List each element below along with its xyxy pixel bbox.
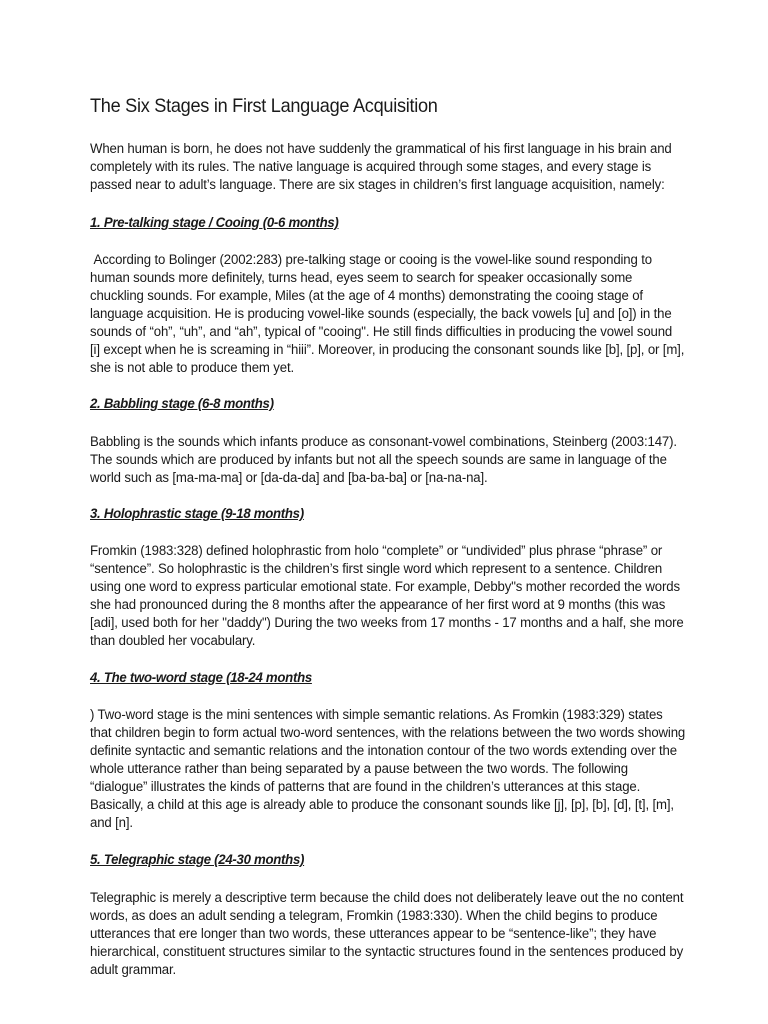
section-heading-two-word: 4. The two-word stage (18-24 months [90, 670, 312, 686]
section-heading-babbling: 2. Babbling stage (6-8 months) [90, 396, 274, 412]
section-heading-pre-talking: 1. Pre-talking stage / Cooing (0-6 months) [90, 215, 339, 231]
section-heading-holophrastic: 3. Holophrastic stage (9-18 months) [90, 506, 304, 522]
document-page [90, 94, 686, 979]
section-body-holophrastic: Fromkin (1983:328) defined holophrastic from holo “complete” or “undivided” plus phrase “phrase” or “sentence”. So holophrastic is the children’s first single word which represent to a sentence. Children using one word to express particular emotional state. For example, Debby"s mother recorded the words she had pronounced during the 8 months after the appearance of her first word at 9 months (this was [adi], used both for her "daddy") During the two weeks from 17 months - 17 months and a half, she more than doubled her vocabulary. [90, 543, 684, 649]
section-body-pre-talking: According to Bolinger (2002:283) pre-talking stage or cooing is the vowel-like sound responding to human sounds more definitely, turns head, eyes seem to search for speaker occasionally some chuckling sounds. For example, Miles (at the age of 4 months) demonstrating the cooing stage of language acquisition. He is producing vowel-like sounds (especially, the back vowels [u] and [o]) in the sounds of “oh”, “uh”, and “ah”, typical of "cooing". He still finds difficulties in producing the vowel sound [i] except when he is screaming in “hiii”. Moreover, in producing the consonant sounds like [b], [p], or [m], she is not able to produce them yet. [90, 252, 688, 376]
section-heading-telegraphic: 5. Telegraphic stage (24-30 months) [90, 852, 305, 868]
document-title: The Six Stages in First Language Acquisition [90, 95, 438, 117]
section-body-telegraphic: Telegraphic is merely a descriptive term because the child does not deliberately leave out the no content words, as does an adult sending a telegram, Fromkin (1983:330). When the child begins to produce utterances that ere longer than two words, these utterances appear to be “sentence-like”; they have hierarchical, constituent structures similar to the syntactic structures found in the sentences produced by adult grammar. [90, 890, 684, 978]
section-body-two-word: ) Two-word stage is the mini sentences with simple semantic relations. As Fromkin (1983:329) states that children begin to form actual two-word sentences, with the relations between the two words showing definite syntactic and semantic relations and the intonation contour of the two words extending over the whole utterance rather than being separated by a pause between the two words. The following “dialogue” illustrates the kinds of patterns that are found in the children’s utterances at this stage. Basically, a child at this age is already able to produce the consonant sounds like [j], [p], [b], [d], [t], [m], and [n]. [90, 707, 686, 831]
section-body-babbling: Babbling is the sounds which infants produce as consonant-vowel combinations, Steinberg (2003:147). The sounds which are produced by infants but not all the speech sounds are same in language of the world such as [ma-ma-ma] or [da-da-da] and [ba-ba-ba] or [na-na-na]. [90, 434, 677, 486]
intro-paragraph: When human is born, he does not have suddenly the grammatical of his first language in his brain and completely with its rules. The native language is acquired through some stages, and every stage is passed near to adult’s language. There are six stages in children’s first language acquisition, namely: [90, 141, 672, 193]
